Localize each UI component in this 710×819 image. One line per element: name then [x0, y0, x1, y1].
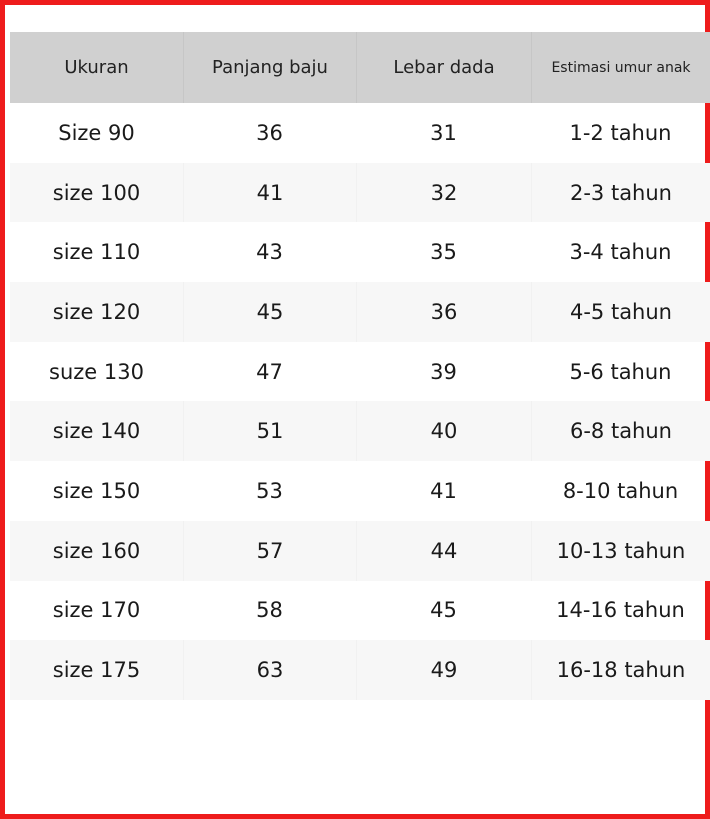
length-cell: 58: [256, 598, 283, 623]
size-cell: size 160: [52, 538, 141, 563]
table-row: [10, 401, 710, 461]
chest-cell: 44: [356, 521, 531, 581]
table-row: [10, 581, 710, 641]
size-cell: size 120: [52, 299, 141, 324]
table-row: [10, 222, 710, 282]
table-row: [10, 461, 710, 521]
age-cell: 6-8 tahun: [531, 401, 710, 461]
header-estimasi-umur: Estimasi umur anak: [531, 32, 710, 103]
header-lebar-dada: Lebar dada: [356, 32, 531, 103]
size-cell: size 140: [52, 419, 141, 444]
age-cell: 4-5 tahun: [531, 282, 710, 342]
size-cell: size 100: [52, 180, 141, 205]
size-cell: Size 90: [58, 120, 135, 145]
chest-cell: 41: [430, 478, 457, 503]
length-cell: 43: [256, 240, 283, 265]
table-row: [10, 103, 710, 163]
length-cell: 41: [183, 163, 356, 223]
chest-cell: 45: [430, 598, 457, 623]
chest-cell: 32: [356, 163, 531, 223]
length-cell: 63: [183, 640, 356, 700]
table-row: [10, 640, 710, 700]
age-cell: 1-2 tahun: [569, 120, 672, 145]
size-cell: suze 130: [49, 359, 144, 384]
table-row: [10, 282, 710, 342]
age-cell: 14-16 tahun: [556, 598, 685, 623]
age-cell: 2-3 tahun: [531, 163, 710, 223]
size-chart-table: [10, 32, 710, 700]
age-cell: 10-13 tahun: [531, 521, 710, 581]
chest-cell: 40: [356, 401, 531, 461]
table-row: [10, 342, 710, 402]
chest-cell: 35: [430, 240, 457, 265]
age-cell: 16-18 tahun: [531, 640, 710, 700]
size-cell: size 170: [52, 598, 141, 623]
age-cell: 3-4 tahun: [569, 240, 672, 265]
length-cell: 53: [256, 478, 283, 503]
size-cell: size 175: [52, 658, 141, 683]
size-cell: size 110: [52, 240, 141, 265]
header-ukuran: Ukuran: [64, 57, 129, 78]
length-cell: 57: [183, 521, 356, 581]
chest-cell: 31: [430, 120, 457, 145]
chest-cell: 49: [356, 640, 531, 700]
length-cell: 36: [256, 120, 283, 145]
age-cell: 8-10 tahun: [562, 478, 679, 503]
size-cell: size 150: [52, 478, 141, 503]
chest-cell: 39: [430, 359, 457, 384]
table-row: [10, 163, 710, 223]
table-row: [10, 521, 710, 581]
length-cell: 45: [183, 282, 356, 342]
header-panjang-baju: Panjang baju: [183, 32, 356, 103]
length-cell: 47: [256, 359, 283, 384]
age-cell: 5-6 tahun: [569, 359, 672, 384]
table-header-row: [10, 32, 710, 103]
chest-cell: 36: [356, 282, 531, 342]
length-cell: 51: [183, 401, 356, 461]
